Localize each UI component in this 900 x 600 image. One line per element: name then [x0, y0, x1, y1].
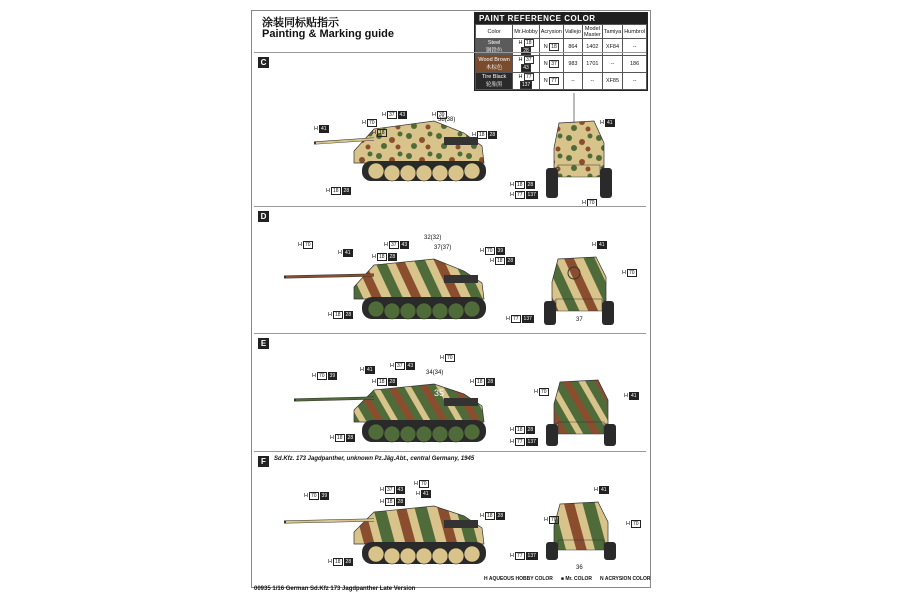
table-cell: XF85 [602, 73, 622, 90]
table-cell: N 18 [539, 39, 563, 56]
color-callout: H 18 28 [472, 132, 496, 138]
color-callout: H 37 43 [390, 363, 414, 369]
legend-mrcolor: ■ Mr. COLOR [560, 576, 593, 582]
color-callout: H 37 43 [380, 487, 404, 493]
marking-number: 38(38) [438, 117, 456, 123]
color-callout: H 41 [314, 126, 327, 132]
color-callout: H 18 28 [328, 559, 352, 565]
table-cell: -- [623, 73, 647, 90]
color-callout: H 70 [414, 481, 427, 487]
turret-number: 35 [434, 388, 445, 398]
tank-rear-view [534, 237, 624, 327]
color-callout: H 18 28 [380, 499, 404, 505]
paint-table-title: PAINT REFERENCE COLOR [475, 13, 647, 24]
table-cell: 864 [563, 39, 582, 56]
section-f [254, 451, 646, 577]
color-callout: H 70 [622, 270, 635, 276]
table-cell: -- [563, 73, 582, 90]
color-callout: H 18 28 [326, 188, 350, 194]
table-cell: 1402 [582, 39, 602, 56]
legend-aqueous: H AQUEOUS HOBBY COLOR [484, 576, 553, 582]
color-callout: H 18 28 [490, 258, 514, 264]
color-callout: H 77 137 [510, 553, 536, 559]
section-letter: D [258, 211, 269, 222]
section-caption: Sd.Kfz. 173 Jagdpanther, unknown Pz.Jäg.Abt., central Germany, 1945 [274, 456, 475, 462]
color-callout: H 18 28 [372, 379, 396, 385]
tank-rear-view [536, 364, 626, 449]
marking-number: 36 [576, 565, 583, 571]
color-callout: H 70 39 [480, 248, 504, 254]
col-header: Color [476, 25, 513, 39]
color-callout: H 41 [416, 491, 429, 497]
col-header: Humbrol [623, 25, 647, 39]
table-cell: H 1828 [513, 39, 540, 56]
marking-number: 32(32) [424, 235, 442, 241]
table-cell: -- [582, 73, 602, 90]
color-callout: H 70 [534, 389, 547, 395]
color-callout: H 18 [372, 130, 385, 136]
color-callout: H 18 28 [328, 312, 352, 318]
color-callout: H 70 [298, 242, 311, 248]
color-callout: H 18 28 [480, 513, 504, 519]
section-c [254, 52, 646, 206]
color-callout: H 39 [432, 112, 445, 118]
color-callout: H 70 [626, 521, 639, 527]
color-callout: H 77 137 [510, 439, 536, 445]
color-callout: H 70 [582, 200, 595, 206]
tank-rear-view [534, 93, 624, 203]
marking-number: 37(37) [434, 245, 452, 251]
col-header: Acrysion [539, 25, 563, 39]
color-callout: H 37 43 [382, 112, 406, 118]
table-cell: -- [623, 39, 647, 56]
color-callout: H 41 [600, 120, 613, 126]
table-cell: H 77137 [513, 73, 540, 90]
page-title-cn: 涂装同标贴指示 [262, 16, 339, 29]
table-cell: 186 [623, 56, 647, 73]
color-callout: H 41 [624, 393, 637, 399]
tank-side-view [314, 91, 524, 191]
color-callout: H 70 39 [304, 493, 328, 499]
table-cell: N 77 [539, 73, 563, 90]
section-letter: C [258, 57, 269, 68]
section-e [254, 333, 646, 451]
color-callout: H 41 [338, 250, 351, 256]
color-callout: H 70 39 [312, 373, 336, 379]
color-callout: H 70 [440, 355, 453, 361]
col-header: Model Master [583, 25, 601, 38]
paint-brand-legend [484, 576, 651, 582]
section-letter: F [258, 456, 269, 467]
table-cell: -- [602, 56, 622, 73]
page-title: Painting & Marking guide [262, 28, 395, 40]
color-callout: H 18 28 [330, 435, 354, 441]
section-d [254, 206, 646, 333]
color-callout: H 18 28 [510, 427, 534, 433]
col-header: Vallejo [563, 25, 582, 39]
section-letter: E [258, 338, 269, 349]
table-cell: XF84 [602, 39, 622, 56]
color-callout: H 37 43 [384, 242, 408, 248]
table-cell: H 3743 [513, 56, 540, 73]
footer-product-title: 00935 1/16 German Sd.Kfz 173 Jagdpanther Late Version [254, 586, 416, 592]
marking-number: 37 [576, 317, 583, 323]
legend-acrysion: N ACRYSION COLOR [600, 576, 651, 582]
color-swatch-steel: Steel 钢铁色 [476, 39, 513, 56]
col-header: Mr.Hobby [513, 25, 540, 39]
color-callout: H 41 [592, 242, 605, 248]
color-callout: H 70 [544, 517, 557, 523]
color-callout: H 41 [360, 367, 373, 373]
color-swatch-wood-brown: Wood Brown 木棕色 [476, 56, 513, 73]
color-callout: H 18 28 [372, 254, 396, 260]
color-callout: H 18 28 [470, 379, 494, 385]
color-swatch-tire-black: Tire Black 轮胎黑 [476, 73, 513, 90]
color-callout: H 41 [594, 487, 607, 493]
color-callout: H 77 137 [510, 192, 536, 198]
table-cell: N 37 [539, 56, 563, 73]
marking-number: 34(34) [426, 370, 444, 376]
col-header: Tamiya [602, 25, 622, 39]
color-callout: H 70 [362, 120, 375, 126]
table-cell: 983 [563, 56, 582, 73]
color-callout: H 18 28 [510, 182, 534, 188]
color-callout: H 77 137 [506, 316, 532, 322]
tank-rear-view [536, 492, 626, 562]
table-cell: 1701 [582, 56, 602, 73]
